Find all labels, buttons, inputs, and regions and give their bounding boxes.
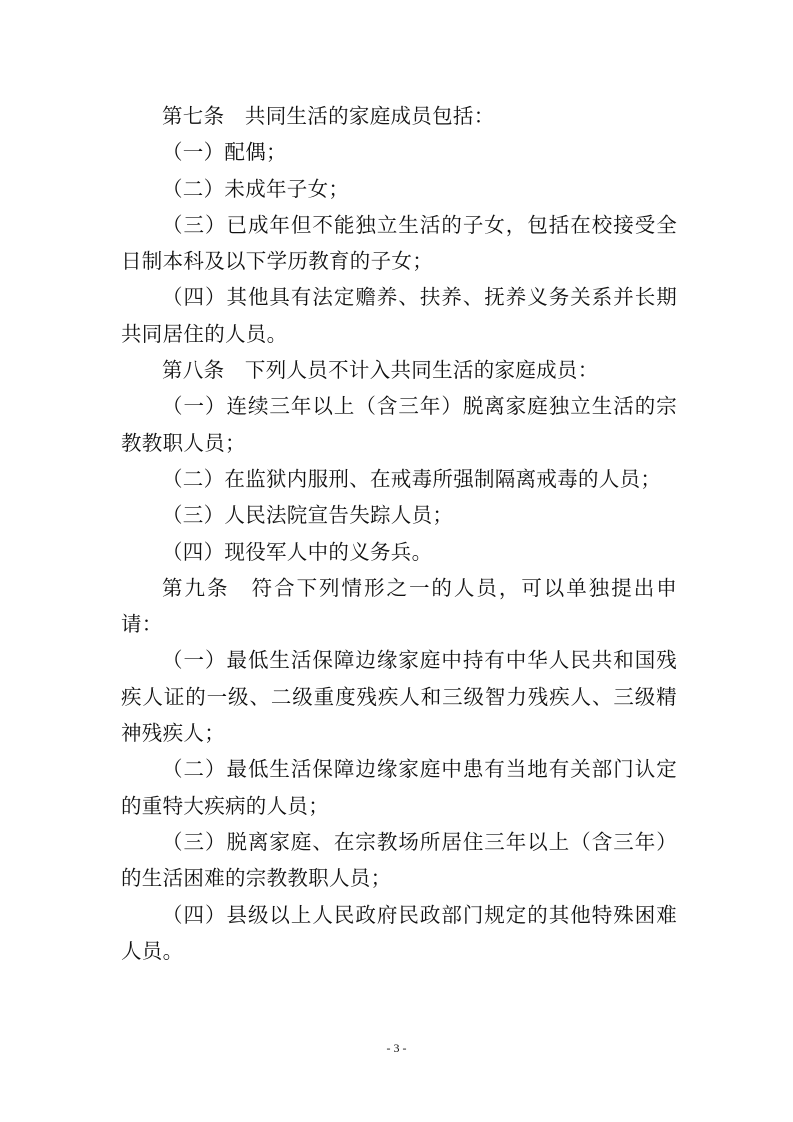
article-8-item-3: （三）人民法院宣告失踪人员； xyxy=(162,503,454,528)
article-7-item-1: （一）配偶； xyxy=(162,140,287,165)
page-number: - 3 - xyxy=(386,1041,407,1055)
article-9-number: 第九条 xyxy=(162,575,230,600)
article-9-item-1: （一）最低生活保障边缘家庭中持有中华人民共和国残疾人证的一级、二级重度残疾人和三级智力残疾人、三级精神残疾人； xyxy=(121,648,677,746)
article-7-item-3: （三）已成年但不能独立生活的子女，包括在校接受全日制本科及以下学历教育的子女； xyxy=(121,212,677,274)
article-9-heading xyxy=(121,570,677,643)
document-body xyxy=(121,98,677,969)
article-7-title: 共同生活的家庭成员包括： xyxy=(244,104,495,128)
article-9-item-2: （二）最低生活保障边缘家庭中患有当地有关部门认定的重特大疾病的人员； xyxy=(121,757,677,818)
article-7-item-2: （二）未成年子女； xyxy=(162,176,350,201)
article-7-heading xyxy=(121,98,677,134)
article-9-item-4: （四）县级以上人民政府民政部门规定的其他特殊困难人员。 xyxy=(121,902,677,963)
article-8-title: 下列人员不计入共同生活的家庭成员： xyxy=(244,358,599,383)
article-9-item-3: （三）脱离家庭、在宗教场所居住三年以上（含三年）的生活困难的宗教教职人员； xyxy=(121,829,677,891)
article-8-number: 第八条 xyxy=(162,358,225,383)
article-7-item-4: （四）其他具有法定赡养、扶养、抚养义务关系并长期共同居住的人员。 xyxy=(121,285,677,346)
article-9-title: 符合下列情形之一的人员，可以单独提出申请： xyxy=(121,575,677,637)
article-8-item-4: （四）现役军人中的义务兵。 xyxy=(162,539,433,564)
article-8-item-2: （二）在监狱内服刑、在戒毒所强制隔离戒毒的人员； xyxy=(162,466,662,491)
article-8-item-1: （一）连续三年以上（含三年）脱离家庭独立生活的宗教教职人员； xyxy=(121,394,677,455)
article-7-number: 第七条 xyxy=(162,104,225,128)
article-8-heading xyxy=(121,352,677,388)
